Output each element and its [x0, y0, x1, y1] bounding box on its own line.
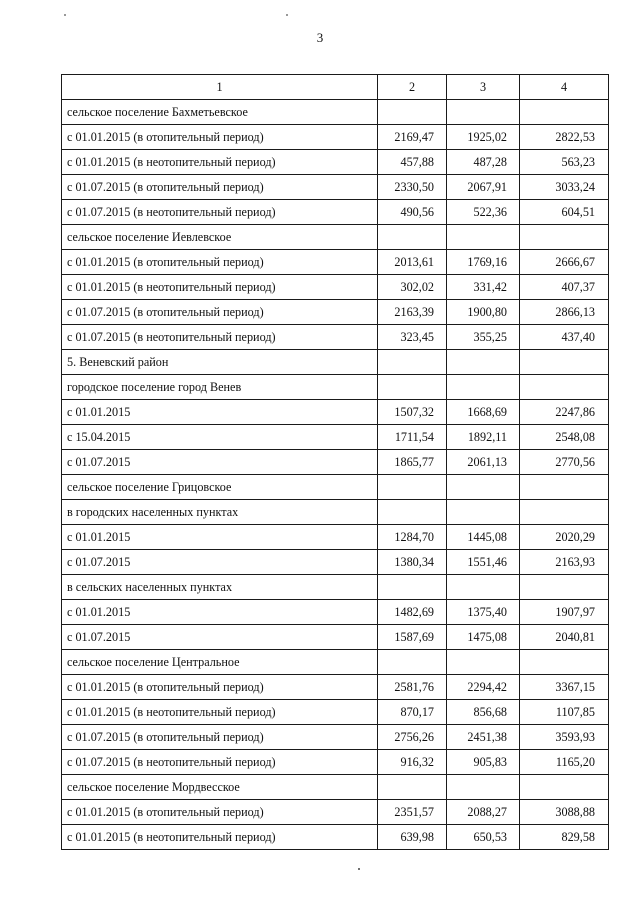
row-label: с 01.01.2015	[62, 525, 378, 550]
value-cell: 2163,93	[520, 550, 609, 575]
value-cell: 1668,69	[447, 400, 520, 425]
row-label: с 01.01.2015 (в неотопительный период)	[62, 275, 378, 300]
row-label: 5. Веневский район	[62, 350, 378, 375]
value-cell: 2770,56	[520, 450, 609, 475]
row-label: с 01.07.2015 (в отопительный период)	[62, 725, 378, 750]
value-cell: 829,58	[520, 825, 609, 850]
table-row	[62, 375, 609, 400]
table-row	[62, 450, 609, 475]
value-cell	[378, 575, 447, 600]
value-cell: 905,83	[447, 750, 520, 775]
table-row	[62, 675, 609, 700]
table-row	[62, 150, 609, 175]
value-cell: 650,53	[447, 825, 520, 850]
value-cell	[520, 350, 609, 375]
table-row	[62, 350, 609, 375]
value-cell: 1475,08	[447, 625, 520, 650]
value-cell: 522,36	[447, 200, 520, 225]
row-label: городское поселение город Венев	[62, 375, 378, 400]
table-row	[62, 650, 609, 675]
value-cell: 457,88	[378, 150, 447, 175]
value-cell: 2247,86	[520, 400, 609, 425]
row-label: с 01.07.2015 (в неотопительный период)	[62, 750, 378, 775]
value-cell	[447, 350, 520, 375]
value-cell: 2451,38	[447, 725, 520, 750]
table-row	[62, 825, 609, 850]
row-label: с 15.04.2015	[62, 425, 378, 450]
row-label: с 01.01.2015 (в неотопительный период)	[62, 150, 378, 175]
table-row	[62, 225, 609, 250]
value-cell: 437,40	[520, 325, 609, 350]
value-cell: 487,28	[447, 150, 520, 175]
value-cell: 1892,11	[447, 425, 520, 450]
value-cell: 2351,57	[378, 800, 447, 825]
table-row	[62, 600, 609, 625]
value-cell: 1769,16	[447, 250, 520, 275]
value-cell	[520, 650, 609, 675]
row-label: с 01.01.2015 (в отопительный период)	[62, 800, 378, 825]
table-row	[62, 500, 609, 525]
value-cell	[378, 775, 447, 800]
value-cell: 3593,93	[520, 725, 609, 750]
row-label: с 01.01.2015 (в отопительный период)	[62, 675, 378, 700]
value-cell	[378, 375, 447, 400]
value-cell	[520, 775, 609, 800]
value-cell: 331,42	[447, 275, 520, 300]
value-cell: 1711,54	[378, 425, 447, 450]
value-cell: 1551,46	[447, 550, 520, 575]
table-row	[62, 750, 609, 775]
value-cell: 1865,77	[378, 450, 447, 475]
value-cell: 355,25	[447, 325, 520, 350]
value-cell: 3367,15	[520, 675, 609, 700]
row-label: с 01.07.2015	[62, 550, 378, 575]
value-cell: 1380,34	[378, 550, 447, 575]
value-cell: 856,68	[447, 700, 520, 725]
row-label: сельское поселение Грицовское	[62, 475, 378, 500]
value-cell: 1375,40	[447, 600, 520, 625]
value-cell	[520, 225, 609, 250]
value-cell: 2822,53	[520, 125, 609, 150]
column-header: 2	[378, 75, 447, 100]
row-label: с 01.07.2015 (в неотопительный период)	[62, 325, 378, 350]
value-cell: 407,37	[520, 275, 609, 300]
value-cell	[520, 100, 609, 125]
table-row	[62, 125, 609, 150]
value-cell: 1587,69	[378, 625, 447, 650]
row-label: с 01.01.2015 (в неотопительный период)	[62, 700, 378, 725]
table-row	[62, 275, 609, 300]
table-header-row	[62, 75, 609, 100]
row-label: с 01.07.2015 (в неотопительный период)	[62, 200, 378, 225]
value-cell	[378, 475, 447, 500]
value-cell: 916,32	[378, 750, 447, 775]
row-label: в сельских населенных пунктах	[62, 575, 378, 600]
value-cell: 2294,42	[447, 675, 520, 700]
column-header: 3	[447, 75, 520, 100]
value-cell: 2756,26	[378, 725, 447, 750]
table-row	[62, 625, 609, 650]
value-cell: 2666,67	[520, 250, 609, 275]
value-cell: 604,51	[520, 200, 609, 225]
value-cell: 2013,61	[378, 250, 447, 275]
row-label: с 01.07.2015	[62, 625, 378, 650]
scan-artifact	[286, 14, 288, 16]
value-cell	[378, 350, 447, 375]
row-label: с 01.01.2015 (в неотопительный период)	[62, 825, 378, 850]
value-cell: 2067,91	[447, 175, 520, 200]
table-row	[62, 775, 609, 800]
value-cell: 1907,97	[520, 600, 609, 625]
value-cell	[447, 475, 520, 500]
value-cell	[447, 100, 520, 125]
table-row	[62, 175, 609, 200]
value-cell: 1507,32	[378, 400, 447, 425]
value-cell: 1482,69	[378, 600, 447, 625]
value-cell	[378, 100, 447, 125]
row-label: в городских населенных пунктах	[62, 500, 378, 525]
value-cell	[378, 225, 447, 250]
table-row	[62, 425, 609, 450]
value-cell: 2088,27	[447, 800, 520, 825]
table-row	[62, 200, 609, 225]
value-cell: 2040,81	[520, 625, 609, 650]
value-cell: 490,56	[378, 200, 447, 225]
row-label: с 01.01.2015 (в отопительный период)	[62, 125, 378, 150]
page-number: 3	[316, 30, 324, 45]
table-row	[62, 300, 609, 325]
row-label: с 01.07.2015 (в отопительный период)	[62, 175, 378, 200]
table-body	[62, 100, 609, 850]
value-cell: 2163,39	[378, 300, 447, 325]
value-cell	[447, 225, 520, 250]
table-row	[62, 475, 609, 500]
row-label: сельское поселение Мордвесское	[62, 775, 378, 800]
value-cell: 1900,80	[447, 300, 520, 325]
value-cell	[378, 500, 447, 525]
value-cell	[447, 575, 520, 600]
table-row	[62, 725, 609, 750]
row-label: с 01.07.2015	[62, 450, 378, 475]
row-label: с 01.01.2015 (в отопительный период)	[62, 250, 378, 275]
value-cell: 1445,08	[447, 525, 520, 550]
value-cell: 2581,76	[378, 675, 447, 700]
value-cell: 563,23	[520, 150, 609, 175]
table-row	[62, 575, 609, 600]
value-cell: 2330,50	[378, 175, 447, 200]
value-cell: 2866,13	[520, 300, 609, 325]
value-cell: 2169,47	[378, 125, 447, 150]
table-row	[62, 800, 609, 825]
table-row	[62, 525, 609, 550]
value-cell: 1107,85	[520, 700, 609, 725]
scan-artifact	[358, 868, 360, 870]
value-cell: 3088,88	[520, 800, 609, 825]
row-label: сельское поселение Центральное	[62, 650, 378, 675]
value-cell: 2061,13	[447, 450, 520, 475]
table-row	[62, 550, 609, 575]
value-cell	[447, 775, 520, 800]
value-cell	[520, 500, 609, 525]
value-cell: 1284,70	[378, 525, 447, 550]
value-cell	[520, 475, 609, 500]
value-cell: 1925,02	[447, 125, 520, 150]
scan-artifact	[64, 14, 66, 16]
value-cell	[378, 650, 447, 675]
value-cell: 302,02	[378, 275, 447, 300]
value-cell: 323,45	[378, 325, 447, 350]
column-header: 4	[520, 75, 609, 100]
row-label: с 01.07.2015 (в отопительный период)	[62, 300, 378, 325]
value-cell: 870,17	[378, 700, 447, 725]
table-row	[62, 700, 609, 725]
value-cell: 3033,24	[520, 175, 609, 200]
row-label: с 01.01.2015	[62, 400, 378, 425]
row-label: сельское поселение Иевлевское	[62, 225, 378, 250]
value-cell: 1165,20	[520, 750, 609, 775]
table-row	[62, 100, 609, 125]
value-cell	[520, 375, 609, 400]
value-cell: 2020,29	[520, 525, 609, 550]
tariff-table	[61, 74, 609, 850]
column-header: 1	[62, 75, 378, 100]
table-row	[62, 250, 609, 275]
row-label: с 01.01.2015	[62, 600, 378, 625]
table-row	[62, 325, 609, 350]
value-cell: 639,98	[378, 825, 447, 850]
row-label: сельское поселение Бахметьевское	[62, 100, 378, 125]
value-cell	[520, 575, 609, 600]
value-cell	[447, 650, 520, 675]
table-row	[62, 400, 609, 425]
value-cell: 2548,08	[520, 425, 609, 450]
value-cell	[447, 500, 520, 525]
value-cell	[447, 375, 520, 400]
